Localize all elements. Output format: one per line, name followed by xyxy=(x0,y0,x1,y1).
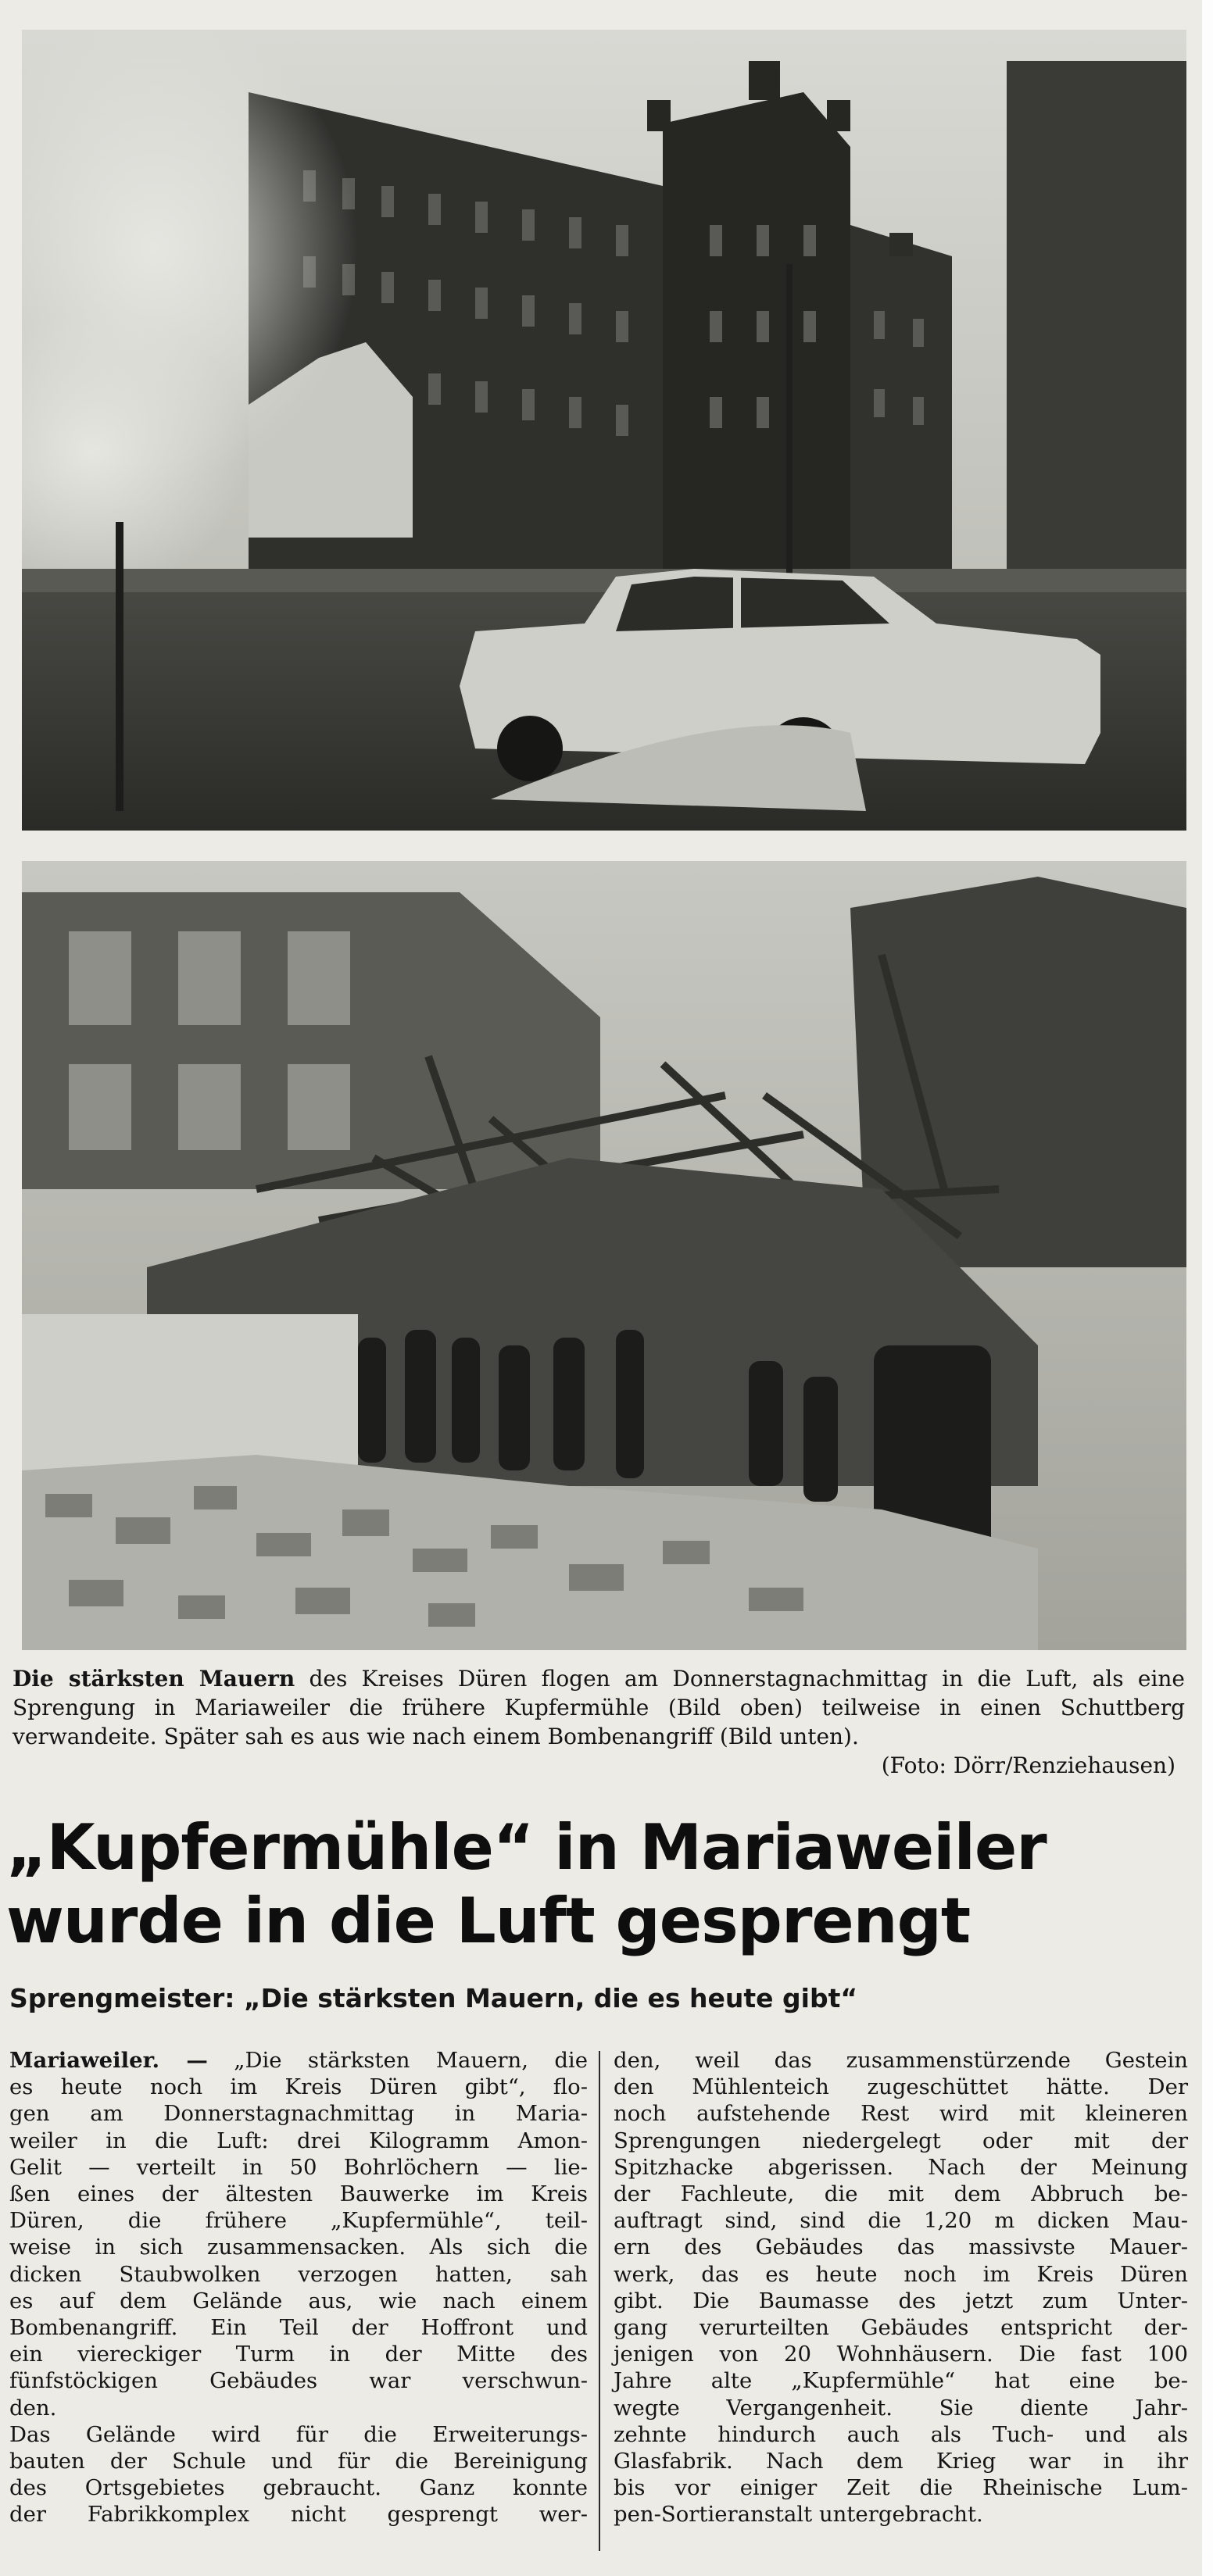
article-line: fünfstöckigen Gebäudes war verschwun- xyxy=(9,2368,588,2394)
article-first-line xyxy=(9,2047,588,2074)
article-line: der Fachleute, die mit dem Abbruch be- xyxy=(614,2181,1188,2207)
article-line: weise in sich zusammensacken. Als sich die xyxy=(9,2235,588,2260)
photo-caption xyxy=(13,1664,1185,1780)
article-line: der Fabrikkomplex nicht gesprengt wer- xyxy=(9,2502,588,2528)
photo-factory-building xyxy=(22,30,1186,831)
headline-line-2: wurde in die Luft gesprengt xyxy=(6,1885,971,1957)
subheadline: Sprengmeister: „Die stärksten Mauern, die es heute gibt“ xyxy=(9,1983,858,2013)
article-line: ern des Gebäudes das massivste Mauer- xyxy=(614,2235,1188,2260)
article-line: Sprengungen niedergelegt oder mit der xyxy=(614,2128,1188,2153)
article-column-left xyxy=(9,2047,588,2528)
article-line: es heute noch im Kreis Düren gibt“, flo- xyxy=(9,2074,588,2100)
article-line: gibt. Die Baumasse des jetzt zum Unter- xyxy=(614,2288,1188,2313)
article-line: ßen eines der ältesten Bauwerke im Kreis xyxy=(9,2181,588,2207)
caption-text: des Kreises Düren flogen am Donnerstagnachmittag in die Luft, als eine Sprengung in Mariaweiler die frühere Kupfermühle (Bild oben) teilweise in einen Schuttberg verwandeite. Später sah es aus wie nach einem Bombenangriff (Bild unten). xyxy=(13,1666,1185,1749)
article-line: Bombenangriff. Ein Teil der Hoffront und xyxy=(9,2315,588,2341)
article-line: auftragt sind, sind die 1,20 m dicken Mau- xyxy=(614,2208,1188,2234)
article-line: werk, das es heute noch im Kreis Düren xyxy=(614,2261,1188,2287)
photo-rubble-image xyxy=(22,861,1186,1650)
photo-factory-building-image xyxy=(22,30,1186,831)
article-line: noch aufstehende Rest wird mit kleineren xyxy=(614,2101,1188,2127)
article-line: jenigen von 20 Wohnhäusern. Die fast 100 xyxy=(614,2342,1188,2367)
article-line: bauten der Schule und für die Bereinigung xyxy=(9,2449,588,2474)
headline-line-1: „Kupfermühle“ in Mariaweiler xyxy=(6,1811,1047,1884)
photo-rubble-after-explosion xyxy=(22,861,1186,1650)
article-column-right xyxy=(614,2047,1188,2528)
article-line: den Mühlenteich zugeschüttet hätte. Der xyxy=(614,2074,1188,2100)
article-line: bis vor einiger Zeit die Rheinische Lum- xyxy=(614,2475,1188,2501)
article-line: es auf dem Gelände aus, wie nach einem xyxy=(9,2288,588,2313)
photo-credit: (Foto: Dörr/Renziehausen) xyxy=(881,1752,1175,1778)
article-line: den, weil das zusammenstürzende Gestein xyxy=(614,2048,1188,2073)
article-line: wegte Vergangenheit. Sie diente Jahr- xyxy=(614,2395,1188,2421)
paper-edge xyxy=(1202,0,1213,2576)
article-line: den. xyxy=(9,2395,57,2421)
article-line: gen am Donnerstagnachmittag in Maria- xyxy=(9,2101,588,2127)
article-line: Spitzhacke abgerissen. Nach der Meinung xyxy=(614,2154,1188,2180)
article-line: des Ortsgebietes gebraucht. Ganz konnte xyxy=(9,2475,588,2501)
article-line: Das Gelände wird für die Erweiterungs- xyxy=(9,2421,588,2447)
article-line: dicken Staubwolken verzogen hatten, sah xyxy=(9,2261,588,2287)
article-line: „Die stärksten Mauern, die xyxy=(207,2048,588,2073)
headline xyxy=(6,1811,1186,1958)
column-divider xyxy=(599,2051,600,2551)
article-line: Glasfabrik. Nach dem Krieg war in ihr xyxy=(614,2449,1188,2474)
caption-lead: Die stärksten Mauern xyxy=(13,1666,295,1692)
article-dateline: Mariaweiler. — xyxy=(9,2048,208,2073)
article-line: ein viereckiger Turm in der Mitte des xyxy=(9,2342,588,2367)
article-line: zehnte hindurch auch als Tuch- und als xyxy=(614,2421,1188,2447)
article-line: Jahre alte „Kupfermühle“ hat eine be- xyxy=(614,2368,1188,2394)
article-line: gang verurteilten Gebäudes entspricht der- xyxy=(614,2315,1188,2341)
article-line: pen-Sortieranstalt untergebracht. xyxy=(614,2502,983,2528)
article-line: weiler in die Luft: drei Kilogramm Amon- xyxy=(9,2128,588,2153)
article-line: Düren, die frühere „Kupfermühle“, teil- xyxy=(9,2208,588,2234)
article-line: Gelit — verteilt in 50 Bohrlöchern — lie- xyxy=(9,2154,588,2180)
